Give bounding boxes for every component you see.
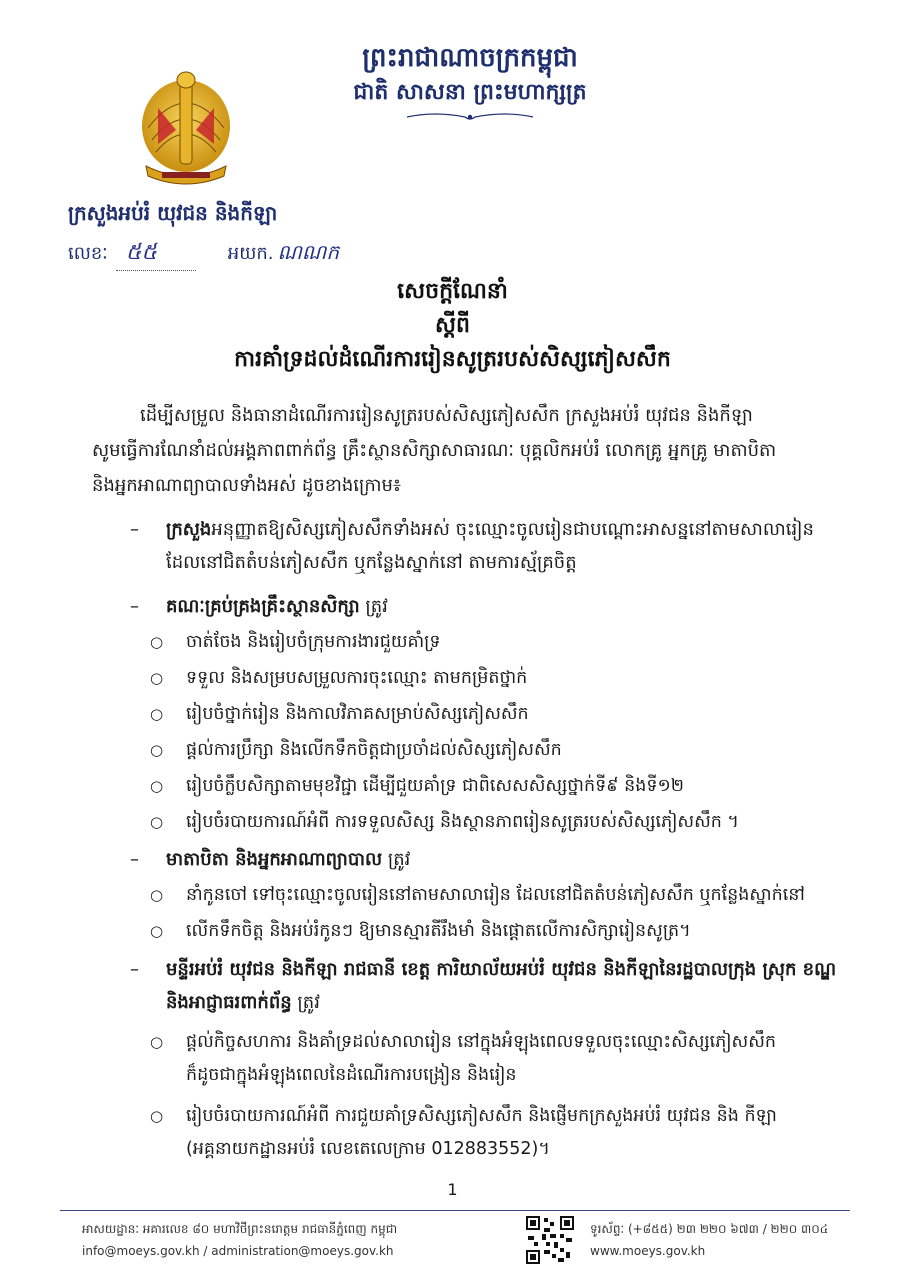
dash-bullet: – xyxy=(130,519,139,540)
list-item-text: នាំកូនចៅ ទៅចុះឈ្មោះចូលរៀននៅតាមសាលារៀន ដែលនៅជិតតំបន់ភៀសសឹក ឬកន្លែងស្នាក់នៅ xyxy=(186,885,805,905)
intro-line-1: ដើម្បីសម្រួល និងធានាដំណើរការរៀនសូត្ររបស់សិស្សភៀសសឹក ក្រសួងអប់រំ យុវជន និងកីឡា xyxy=(140,405,753,426)
list-item: ○ ផ្តល់កិច្ចសហការ និងគាំទ្រដល់សាលារៀន នៅក្នុងអំឡុងពេលទទួលចុះឈ្មោះសិស្សភៀសសឹក ក៏ដូចជាក្នុងអំឡុងពេលនៃដំណើរការបង្រៀន និងរៀន xyxy=(150,1026,850,1092)
royal-coat-of-arms-icon xyxy=(138,68,234,188)
list-item-text: រៀបចំថ្នាក់រៀន និងកាលវិភាគសម្រាប់សិស្សភៀសសឹក xyxy=(186,704,529,724)
list-item: ○ លើកទឹកចិត្ត និងអប់រំកូនៗ ឱ្យមានស្មារតីរឹងមាំ និងផ្តោតលើការសិក្សារៀនសូត្រ។ xyxy=(150,915,850,948)
section-parents-tail: ត្រូវ xyxy=(382,849,411,870)
section-parents-title: មាតាបិតា និងអ្នកអាណាព្យាបាល xyxy=(166,849,383,870)
ref-number: ៥៥ xyxy=(116,238,196,271)
national-motto: ជាតិ សាសនា ព្រះមហាក្សត្រ xyxy=(353,79,587,105)
title-subject: ការគាំទ្រដល់ដំណើរការរៀនសូត្ររបស់សិស្សភៀសសឹក xyxy=(234,347,671,372)
section-departments-tail: ត្រូវ xyxy=(291,992,320,1013)
section-ministry xyxy=(130,513,850,579)
list-item-text: ផ្តល់កិច្ចសហការ និងគាំទ្រដល់សាលារៀន នៅក្នុងអំឡុងពេលទទួលចុះឈ្មោះសិស្សភៀសសឹក xyxy=(186,1032,776,1052)
section-school-management xyxy=(130,590,850,623)
list-item: ○ នាំកូនចៅ ទៅចុះឈ្មោះចូលរៀននៅតាមសាលារៀន ដែលនៅជិតតំបន់ភៀសសឹក ឬកន្លែងស្នាក់នៅ xyxy=(150,879,850,912)
ref-label: លេខៈ xyxy=(68,243,108,264)
section-ministry-bold: ក្រសួង xyxy=(166,519,212,540)
footer-address: អាសយដ្ឋានៈ អគារលេខ ៨០ មហាវិថីព្រះនរោត្តម រាជធានីភ្នំពេញ កម្ពុជា xyxy=(82,1222,398,1236)
footer-contact xyxy=(82,1218,397,1262)
list-item-text-cont: ក៏ដូចជាក្នុងអំឡុងពេលនៃដំណើរការបង្រៀន និងរៀន xyxy=(186,1065,517,1085)
document-titles xyxy=(0,275,905,377)
list-item: ○ រៀបចំរបាយការណ៍អំពី ការទទួលសិស្ស និងស្ថានភាពរៀនសូត្ររបស់សិស្សភៀសសឹក ។ xyxy=(150,806,850,839)
list-item: ○ រៀបចំក្លឹបសិក្សាតាមមុខវិជ្ជា ដើម្បីជួយគាំទ្រ ជាពិសេសសិស្សថ្នាក់ទី៩ និងទី១២ xyxy=(150,770,850,803)
list-item-text: រៀបចំក្លឹបសិក្សាតាមមុខវិជ្ជា ដើម្បីជួយគាំទ្រ ជាពិសេសសិស្សថ្នាក់ទី៩ និងទី១២ xyxy=(186,776,684,796)
footer-website[interactable]: www.moeys.gov.kh xyxy=(590,1244,706,1258)
title-about: ស្តីពី xyxy=(435,313,470,338)
ref-code: អយក. xyxy=(227,243,274,264)
section-ministry-line-2: ដែលនៅជិតតំបន់ភៀសសឹក ឬកន្លែងស្នាក់នៅ តាមការស្ម័គ្រចិត្ត xyxy=(166,552,577,573)
list-item-text: រៀបចំរបាយការណ៍អំពី ការទទួលសិស្ស និងស្ថានភាពរៀនសូត្ររបស់សិស្សភៀសសឹក ។ xyxy=(186,812,739,832)
section-departments-line-2: និងអាជ្ញាធរពាក់ព័ន្ធ xyxy=(166,992,292,1013)
title-instruction: សេចក្តីណែនាំ xyxy=(397,279,508,304)
section-departments xyxy=(130,953,850,1019)
intro-line-3: និងអ្នកអាណាព្យាបាលទាំងអស់ ដូចខាងក្រោម៖ xyxy=(92,475,401,496)
list-item-text: ទទួល និងសម្របសម្រួលការចុះឈ្មោះ តាមកម្រិតថ្នាក់ xyxy=(186,668,528,688)
list-item-text: ផ្តល់ការប្រឹក្សា និងលើកទឹកចិត្តជាប្រចាំដល់សិស្សភៀសសឹក xyxy=(186,740,562,760)
reference-line xyxy=(68,238,339,271)
ministry-name: ក្រសួងអប់រំ យុវជន និងកីឡា xyxy=(68,201,278,225)
dash-bullet: – xyxy=(130,596,139,617)
list-item: ○ ចាត់ចែង និងរៀបចំក្រុមការងារជួយគាំទ្រ xyxy=(150,626,850,659)
list-item-text: រៀបចំរបាយការណ៍អំពី ការជួយគាំទ្រសិស្សភៀសសឹក និងផ្ញើមកក្រសួងអប់រំ យុវជន និង កីឡា xyxy=(186,1106,777,1126)
list-item-text: លើកទឹកចិត្ត និងអប់រំកូនៗ ឱ្យមានស្មារតីរឹងមាំ និងផ្តោតលើការសិក្សារៀនសូត្រ។ xyxy=(186,921,691,941)
ornament-divider-icon xyxy=(405,110,535,124)
qr-code-icon xyxy=(526,1216,574,1264)
section-parents xyxy=(130,843,850,876)
section-ministry-line-1: អនុញ្ញាតឱ្យសិស្សភៀសសឹកទាំងអស់ ចុះឈ្មោះចូលរៀនជាបណ្តោះអាសន្ននៅតាមសាលារៀន xyxy=(211,519,814,540)
list-item: ○ ផ្តល់ការប្រឹក្សា និងលើកទឹកចិត្តជាប្រចាំដល់សិស្សភៀសសឹក xyxy=(150,734,850,767)
intro-paragraph xyxy=(92,398,852,503)
list-item: ○ រៀបចំថ្នាក់រៀន និងកាលវិភាគសម្រាប់សិស្សភៀសសឹក xyxy=(150,698,850,731)
kingdom-title: ព្រះរាជាណាចក្រកម្ពុជា xyxy=(362,43,578,73)
footer-phone: ទូរស័ព្ទៈ (+៨៥៥) ២៣ ២២០ ៦៧៣ / ២២០ ៣០៤ xyxy=(590,1222,829,1236)
section-departments-line-1: មន្ទីរអប់រំ យុវជន និងកីឡា រាជធានី ខេត្ត ការិយាល័យអប់រំ យុវជន និងកីឡានៃរដ្ឋបាលក្រុង ស្រុក ខណ្ឌ xyxy=(166,959,837,980)
list-item-text-cont: (អគ្គនាយកដ្ឋានអប់រំ លេខតេលេក្រាម 012883552)។ xyxy=(186,1139,550,1159)
list-item-text: ចាត់ចែង និងរៀបចំក្រុមការងារជួយគាំទ្រ xyxy=(186,632,441,652)
footer-emails: info@moeys.gov.kh / administration@moeys.gov.kh xyxy=(82,1244,394,1258)
list-item: ○ ទទួល និងសម្របសម្រួលការចុះឈ្មោះ តាមកម្រិតថ្នាក់ xyxy=(150,662,850,695)
list-item: ○ រៀបចំរបាយការណ៍អំពី ការជួយគាំទ្រសិស្សភៀសសឹក និងផ្ញើមកក្រសួងអប់រំ យុវជន និង កីឡា (អគ្គនាយកដ្ឋានអប់រំ លេខតេលេក្រាម 012883552)។ xyxy=(150,1100,850,1166)
kingdom-header xyxy=(300,40,640,124)
page-number: 1 xyxy=(447,1180,458,1199)
footer-divider xyxy=(60,1210,850,1211)
section-school-management-tail: ត្រូវ xyxy=(359,596,388,617)
dash-bullet: – xyxy=(130,959,139,980)
section-school-management-title: គណៈគ្រប់គ្រងគ្រឹះស្ថានសិក្សា xyxy=(166,596,360,617)
ref-code-handwritten: ណណក xyxy=(277,240,340,264)
footer-phone-web xyxy=(590,1218,828,1262)
dash-bullet: – xyxy=(130,849,139,870)
intro-line-2: សូមធ្វើការណែនាំដល់អង្គភាពពាក់ព័ន្ធ គ្រឹះស្ថានសិក្សាសាធារណៈ បុគ្គលិកអប់រំ លោកគ្រូ អ្នកគ្រូ មាតាបិតា xyxy=(92,440,777,461)
